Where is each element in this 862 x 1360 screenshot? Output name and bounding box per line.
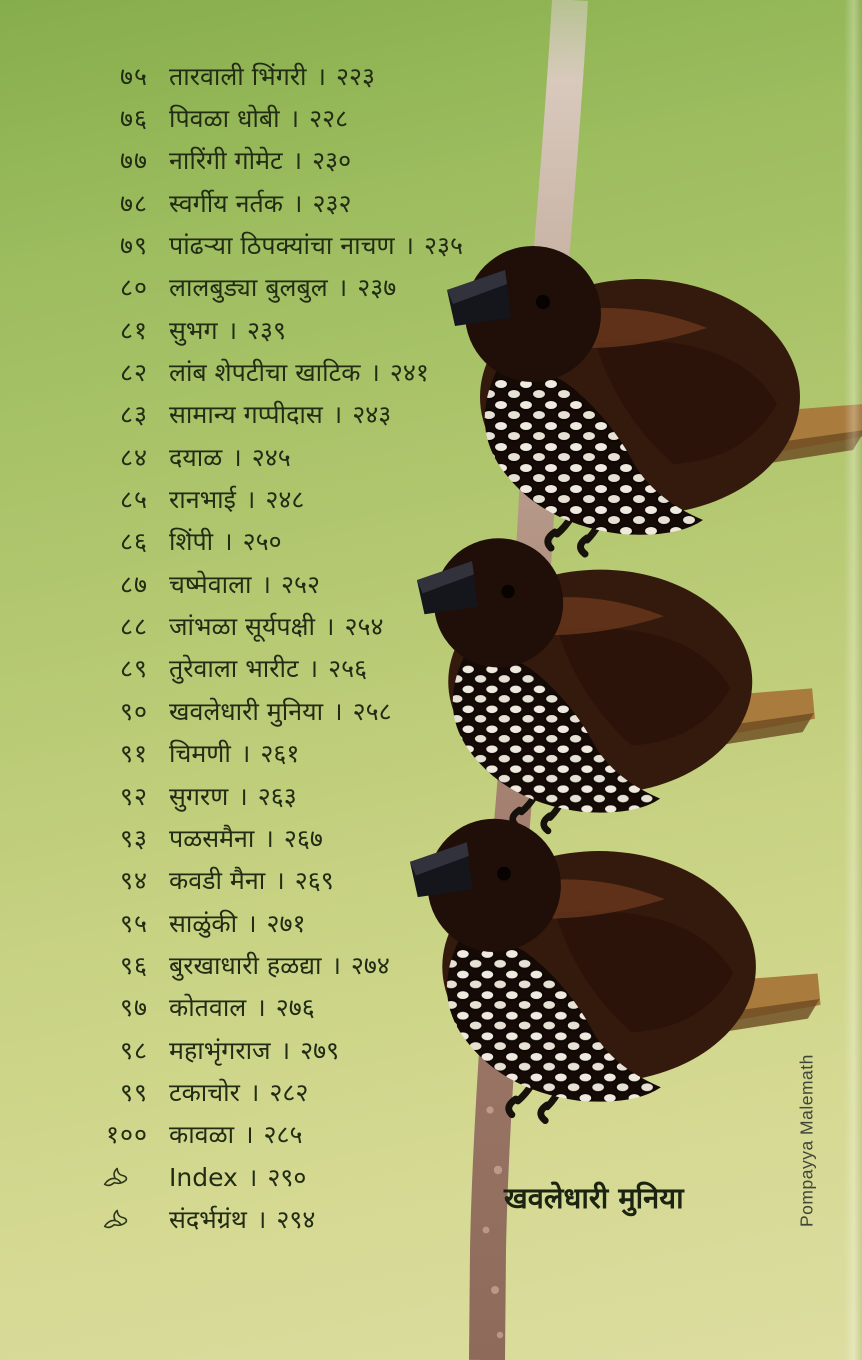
toc-item-page: २५६: [328, 654, 368, 684]
toc-separator: ।: [261, 569, 272, 599]
photographer-credit: Pompayya Malemath: [796, 1054, 817, 1227]
toc-item-page: २२३: [336, 61, 376, 91]
toc-item-page: २७६: [275, 993, 315, 1023]
toc-row: [84, 775, 504, 817]
toc-item-page: २३७: [357, 273, 397, 303]
toc-item-title: लालबुड्या बुलबुल: [169, 273, 328, 303]
toc-row: [84, 1156, 504, 1198]
toc-item-number: ९२: [119, 781, 148, 811]
toc-row: [84, 1029, 504, 1071]
toc-item-page: २४५: [251, 442, 291, 472]
toc-item-page: २५४: [344, 612, 384, 642]
toc-item-title: सुभग: [169, 315, 218, 345]
toc-row: [84, 224, 504, 266]
toc-separator: ।: [308, 654, 319, 684]
toc-item-title: स्वर्गीय नर्तक: [169, 188, 283, 218]
toc-list: [84, 55, 504, 1241]
toc-item-number: ९३: [119, 823, 148, 853]
toc-item-page: २३०: [312, 146, 352, 176]
toc-item-number: ७५: [119, 61, 148, 91]
toc-item-title: कोतवाल: [169, 993, 247, 1023]
toc-separator: ।: [256, 1204, 267, 1234]
toc-separator: ।: [292, 146, 303, 176]
toc-separator: ।: [337, 273, 348, 303]
toc-row: [84, 733, 504, 775]
toc-row: [84, 267, 504, 309]
toc-item-number: ८६: [119, 527, 148, 557]
toc-row: [84, 309, 504, 351]
toc-separator: ।: [247, 908, 257, 938]
toc-separator: ।: [227, 315, 238, 345]
toc-item-number: ९४: [119, 866, 148, 896]
toc-item-number: ७९: [119, 231, 148, 261]
toc-item-title: शिंपी: [169, 527, 214, 557]
flying-bird-icon: [84, 1207, 148, 1232]
toc-row: [84, 351, 504, 393]
toc-item-page: २७९: [300, 1035, 340, 1065]
toc-item-number: ९८: [119, 1035, 148, 1065]
toc-item-number: ७६: [119, 104, 148, 134]
toc-item-page: २३९: [247, 315, 287, 345]
toc-item-number: ८२: [119, 358, 148, 388]
toc-item-title: सामान्य गप्पीदास: [169, 400, 323, 430]
toc-item-title: बुरखाधारी हळद्या: [169, 950, 322, 980]
toc-item-number: ८८: [119, 612, 148, 642]
toc-item-page: २४८: [265, 485, 305, 515]
toc-row: [84, 478, 504, 520]
toc-item-title: पळसमैना: [169, 823, 255, 853]
toc-separator: ।: [325, 612, 335, 642]
toc-item-number: १००: [105, 1120, 148, 1150]
toc-item-page: २७४: [350, 950, 390, 980]
toc-row: [84, 648, 504, 690]
toc-separator: ।: [404, 231, 415, 261]
toc-row: [84, 521, 504, 563]
toc-item-page: २८२: [269, 1077, 309, 1107]
toc-item-number: ७८: [119, 188, 148, 218]
toc-separator: ।: [333, 696, 343, 726]
toc-row: [84, 563, 504, 605]
toc-item-number: ९५: [119, 908, 148, 938]
toc-item-title: साळुंकी: [169, 908, 238, 938]
toc-item-number: ९०: [119, 696, 148, 726]
toc-separator: ।: [275, 866, 285, 896]
toc-separator: ।: [264, 823, 274, 853]
munia-bird-top: [447, 246, 862, 554]
toc-item-title: तारवाली भिंगरी: [169, 61, 307, 91]
toc-item-title: कावळा: [169, 1120, 235, 1150]
toc-row: [84, 944, 504, 986]
toc-item-number: ९७: [119, 993, 148, 1023]
toc-row: [84, 182, 504, 224]
toc-row: [84, 987, 504, 1029]
toc-item-number: ८१: [119, 315, 148, 345]
toc-item-number: ८४: [119, 442, 148, 472]
toc-separator: ।: [245, 485, 256, 515]
toc-item-page: २५२: [281, 569, 321, 599]
toc-item-title: टकाचोर: [169, 1077, 240, 1107]
toc-item-title: महाभृंगराज: [169, 1035, 271, 1065]
toc-item-number: ९६: [119, 950, 148, 980]
toc-separator: ।: [244, 1120, 254, 1150]
toc-item-page: २५०: [242, 527, 282, 557]
toc-item-title: खवलेधारी मुनिया: [169, 696, 324, 726]
toc-item-number: ८०: [119, 273, 148, 303]
toc-item-title: जांभळा सूर्यपक्षी: [169, 612, 316, 642]
toc-item-title: लांब शेपटीचा खाटिक: [169, 358, 361, 388]
toc-item-title: तुरेवाला भारीट: [169, 654, 299, 684]
toc-item-title: सुगरण: [169, 781, 229, 811]
toc-item-page: २६९: [294, 866, 334, 896]
toc-row: [84, 436, 504, 478]
toc-separator: ।: [292, 188, 303, 218]
toc-item-number: ८७: [119, 569, 148, 599]
toc-item-number: ८३: [119, 400, 148, 430]
toc-separator: ।: [247, 1162, 258, 1192]
toc-item-title: रानभाई: [169, 485, 236, 515]
photo-caption: खवलेधारी मुनिया: [504, 1181, 684, 1215]
toc-item-title: Index: [169, 1162, 238, 1192]
toc-separator: ।: [370, 358, 380, 388]
toc-item-number: ७७: [119, 146, 148, 176]
toc-separator: ।: [316, 61, 327, 91]
toc-row: [84, 860, 504, 902]
toc-separator: ।: [232, 442, 242, 472]
toc-item-page: २६३: [257, 781, 297, 811]
toc-separator: ।: [240, 739, 251, 769]
toc-separator: ।: [332, 400, 343, 430]
toc-item-page: २२८: [309, 104, 349, 134]
toc-item-title: संदर्भग्रंथ: [169, 1204, 247, 1234]
toc-item-title: नारिंगी गोमेट: [169, 146, 283, 176]
toc-row: [84, 605, 504, 647]
toc-row: [84, 902, 504, 944]
toc-row: [84, 97, 504, 139]
toc-item-page: २३२: [312, 188, 352, 218]
toc-row: [84, 690, 504, 732]
toc-item-page: २९०: [267, 1162, 307, 1192]
toc-item-title: कवडी मैना: [169, 866, 266, 896]
toc-item-page: २७१: [266, 908, 306, 938]
toc-row: [84, 394, 504, 436]
toc-item-title: दयाळ: [169, 442, 223, 472]
toc-separator: ।: [280, 1035, 291, 1065]
toc-separator: ।: [331, 950, 341, 980]
toc-item-number: ९१: [119, 739, 148, 769]
toc-item-number: ८५: [119, 485, 148, 515]
toc-item-title: चष्मेवाला: [169, 569, 252, 599]
toc-row: [84, 140, 504, 182]
toc-separator: ।: [249, 1077, 260, 1107]
toc-item-title: चिमणी: [169, 739, 231, 769]
toc-separator: ।: [223, 527, 233, 557]
toc-item-page: २८५: [263, 1120, 303, 1150]
toc-item-title: पिवळा धोबी: [169, 104, 280, 134]
toc-item-page: २४३: [352, 400, 392, 430]
flying-bird-icon: [84, 1165, 148, 1190]
toc-separator: ।: [238, 781, 248, 811]
toc-item-number: ९९: [119, 1077, 148, 1107]
toc-separator: ।: [289, 104, 300, 134]
toc-row: [84, 1114, 504, 1156]
toc-item-page: २३५: [424, 231, 464, 261]
toc-item-page: २५८: [352, 696, 392, 726]
toc-item-page: २९४: [276, 1204, 316, 1234]
toc-item-number: ८९: [119, 654, 148, 684]
toc-row: [84, 1071, 504, 1113]
toc-item-page: २६७: [283, 823, 323, 853]
toc-row: [84, 1198, 504, 1240]
toc-separator: ।: [256, 993, 266, 1023]
toc-item-title: पांढऱ्या ठिपक्यांचा नाचण: [169, 231, 395, 261]
toc-item-page: २६१: [260, 739, 300, 769]
toc-item-page: २४१: [389, 358, 429, 388]
toc-row: [84, 817, 504, 859]
toc-row: [84, 55, 504, 97]
